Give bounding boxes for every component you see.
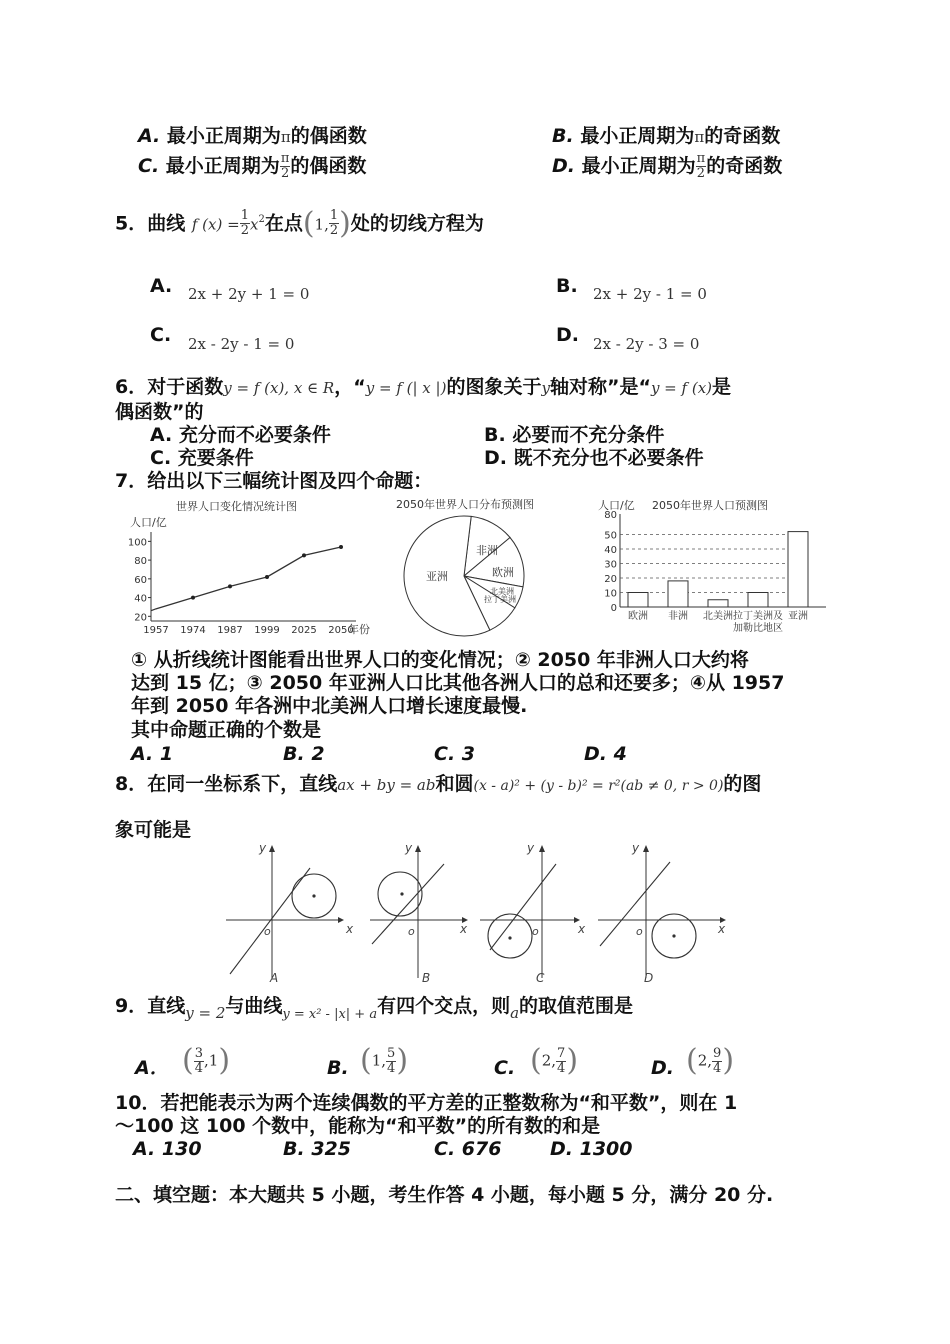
population-line-chart — [124, 496, 374, 638]
q6-stem-line2: 偶函数”的 — [115, 401, 204, 423]
bar-xtick-label: 亚洲 — [788, 611, 808, 622]
svg-text:o: o — [408, 925, 415, 938]
q7-text-line4: 其中命题正确的个数是 — [131, 719, 322, 741]
bar — [628, 593, 648, 608]
q10-line1: 10．若把能表示为两个连续偶数的平方差的正整数称为“和平数”，则在 1 — [115, 1092, 738, 1114]
q8-stem: 8．在同一坐标系下，直线ax + by = ab和圆(x - a)² + (y - b)² = r²(ab ≠ 0, r > 0)的图 — [115, 773, 762, 795]
line-xtick-label: 2050 — [328, 625, 354, 636]
bar-ytick-label: 10 — [604, 588, 617, 600]
q4-option-b: B. 最小正周期为π的奇函数 — [552, 125, 781, 147]
svg-text:y: y — [527, 841, 535, 855]
bar-ytick-label: 40 — [604, 545, 617, 556]
graph-label-c: C — [536, 971, 545, 985]
population-pie-chart — [392, 496, 582, 638]
graph-label-d: D — [644, 971, 654, 985]
bar-xtick-label: 加勒比地区 — [733, 623, 783, 634]
option-label: D. — [552, 155, 575, 177]
line-xtick-label: 1987 — [217, 625, 243, 636]
svg-text:x: x — [346, 922, 354, 936]
line-chart-xlabel: 年份 — [348, 623, 370, 636]
q5-option-c-math: 2x - 2y - 1 = 0 — [188, 335, 295, 353]
graph-label-a: A — [270, 971, 279, 985]
svg-text:x: x — [718, 922, 726, 936]
option-label: C. — [138, 155, 160, 177]
svg-text:x: x — [578, 922, 586, 936]
bar-chart-title: 2050年世界人口预测图 — [652, 499, 768, 512]
q9-option-b-label: B. — [327, 1057, 349, 1079]
q9-option-d-label: D. — [651, 1057, 674, 1079]
option-label: B. — [552, 125, 574, 147]
line-xtick-label: 1999 — [254, 625, 280, 636]
q6-option-a: A. 充分而不必要条件 — [150, 424, 331, 446]
pie-label: 亚洲 — [426, 570, 448, 583]
pie-label: 非洲 — [476, 544, 498, 557]
option-label: A. — [138, 125, 161, 147]
line-chart-title: 世界人口变化情况统计图 — [176, 500, 297, 513]
q10-line2: ～100 这 100 个数中，能称为“和平数”的所有数的和是 — [115, 1115, 601, 1137]
svg-text:o: o — [636, 925, 643, 938]
bar — [708, 600, 728, 607]
section-2-title: 二、填空题：本大题共 5 小题，考生作答 4 小题，每小题 5 分，满分 20 分. — [115, 1184, 774, 1206]
population-bar-chart — [594, 496, 830, 638]
q8-stem-line2: 象可能是 — [115, 819, 192, 841]
graph-d — [598, 841, 726, 985]
q8-graphs — [222, 840, 732, 988]
bar — [788, 532, 808, 607]
q10-option-c: C. 676 — [434, 1138, 502, 1160]
q7-option-d: D. 4 — [584, 743, 627, 765]
q5-option-d: D. — [556, 324, 579, 346]
bar-xtick-label: 北美洲 — [703, 611, 733, 622]
svg-text:o: o — [264, 925, 271, 938]
q7-stem: 7．给出以下三幅统计图及四个命题： — [115, 470, 433, 492]
svg-text:y: y — [632, 841, 640, 855]
svg-text:y: y — [405, 841, 413, 855]
line-point — [302, 553, 306, 557]
fraction: $\frac{1}{2}$ — [240, 208, 249, 239]
line-ytick-label: 60 — [134, 574, 147, 586]
q7-option-b: B. 2 — [283, 743, 325, 765]
q7-text-line1: ① 从折线统计图能看出世界人口的变化情况；② 2050 年非洲人口大约将 — [131, 649, 749, 671]
q9-option-d-interval: (2, $\frac{9}{4}$ ) — [686, 1043, 735, 1078]
q9-option-b-interval: (1, $\frac{5}{4}$ ) — [360, 1043, 409, 1078]
line-ytick-label: 100 — [127, 537, 147, 549]
q6-option-c: C. 充要条件 — [150, 447, 254, 469]
bar-ytick-label: 50 — [604, 530, 617, 542]
line-ytick-label: 80 — [134, 556, 147, 568]
q5-stem: 5．曲线 f (x) = $\frac{1}{2}$ $x^2$在点(1, $\frac{1}{2}$ )处的切线方程为 — [115, 205, 484, 241]
bar-xtick-label: 拉丁美洲及 — [733, 611, 783, 622]
q9-option-a-label: A． — [135, 1057, 169, 1079]
q6-option-d: D. 既不充分也不必要条件 — [484, 447, 704, 469]
fraction: $\frac{1}{2}$ — [329, 208, 339, 239]
line-series — [151, 547, 341, 611]
line-xtick-label: 1957 — [143, 625, 169, 636]
q6-stem: 6．对于函数y = f (x), x ∈ R，“y = f (| x |)的图象关于y轴对称”是“y = f (x)是 — [115, 376, 732, 398]
q6-option-b: B. 必要而不充分条件 — [484, 424, 665, 446]
q5-option-c: C. — [150, 324, 172, 346]
svg-text:x: x — [460, 922, 468, 936]
q5-option-a-math: 2x + 2y + 1 = 0 — [188, 285, 310, 303]
q7-text-line3: 年到 2050 年各洲中北美洲人口增长速度最慢. — [131, 695, 528, 717]
q9-option-a-interval: ( $\frac{3}{4}$ ,1) — [182, 1043, 231, 1078]
bar-ytick-label: 0 — [610, 603, 617, 614]
line-ytick-label: 40 — [134, 593, 147, 605]
bar — [748, 593, 768, 608]
q4-option-c: C. 最小正周期为 $\frac{\pi}{2}$ 的偶函数 — [138, 151, 367, 181]
q4-option-d: D. 最小正周期为 $\frac{\pi}{2}$ 的奇函数 — [552, 151, 783, 181]
bar-xtick-label: 欧洲 — [628, 611, 648, 622]
line-ytick-label: 20 — [134, 612, 147, 624]
line-point — [191, 596, 195, 600]
q7-text-line2: 达到 15 亿；③ 2050 年亚洲人口比其他各洲人口的总和还要多；④从 1957 — [131, 672, 785, 694]
pie-chart-title: 2050年世界人口分布预测图 — [396, 498, 534, 511]
bar-xtick-label: 非洲 — [668, 611, 688, 622]
line-xtick-label: 2025 — [291, 625, 317, 636]
pie-label: 拉丁美洲 — [484, 595, 516, 604]
line-point — [339, 545, 343, 549]
q4-option-a: A. 最小正周期为π的偶函数 — [138, 125, 367, 147]
svg-text:o: o — [532, 925, 539, 938]
bar — [668, 581, 688, 607]
q7-option-a: A. 1 — [131, 743, 174, 765]
graph-c — [480, 841, 586, 985]
pie-label: 北美洲 — [490, 587, 514, 596]
graph-a — [226, 841, 354, 985]
q5-option-a: A. — [150, 275, 173, 297]
line-point — [228, 584, 232, 588]
svg-text:y: y — [259, 841, 267, 855]
q5-option-d-math: 2x - 2y - 3 = 0 — [593, 335, 700, 353]
bar-chart-ylabel: 人口/亿 — [598, 499, 635, 512]
q5-option-b: B. — [556, 275, 578, 297]
graph-b — [370, 841, 468, 985]
q10-option-b: B. 325 — [283, 1138, 351, 1160]
q9-stem: 9．直线$_{y = 2}$与曲线$_{y = x^2 - |x| + a}$有四个交点，则$_a$的取值范围是 — [115, 995, 634, 1022]
q5-option-b-math: 2x + 2y - 1 = 0 — [593, 285, 707, 303]
bar-ytick-label: 80 — [604, 510, 617, 521]
q7-option-c: C. 3 — [434, 743, 475, 765]
line-point — [265, 575, 269, 579]
q9-option-c-interval: (2, $\frac{7}{4}$ ) — [530, 1043, 579, 1078]
fraction: $\frac{\pi}{2}$ — [280, 151, 290, 181]
fraction: $\frac{\pi}{2}$ — [696, 151, 706, 181]
line-xtick-label: 1974 — [180, 625, 206, 636]
q10-option-d: D. 1300 — [550, 1138, 633, 1160]
bar-ytick-label: 20 — [604, 574, 617, 585]
graph-label-b: B — [422, 971, 431, 985]
line-chart-ylabel: 人口/亿 — [130, 516, 167, 529]
bar-ytick-label: 30 — [604, 559, 617, 571]
pie-label: 欧洲 — [492, 566, 514, 579]
q9-option-c-label: C. — [494, 1057, 516, 1079]
q10-option-a: A. 130 — [133, 1138, 202, 1160]
